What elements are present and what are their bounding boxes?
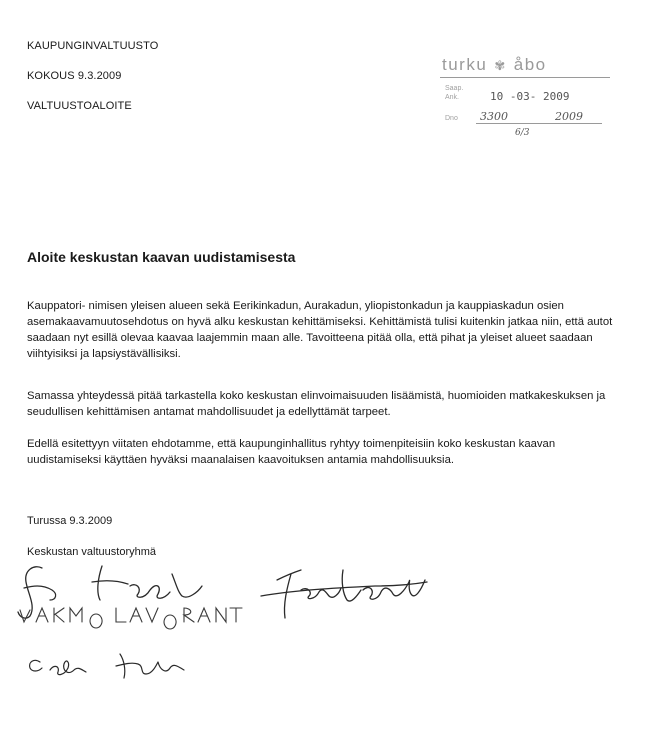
paragraph-3: Edellä esitettyyn viitaten ehdotamme, että kaupunginhallitus ryhtyy toimenpiteisiin koko keskustan kaavan uudistamiseksi käyttäen hyväksi maanalaisen kaavoituksen antamia mahdollisuuksia. <box>27 438 556 466</box>
header-doc-type: VALTUUSTOALOITE <box>27 100 132 112</box>
stamp-divider <box>440 77 610 78</box>
place-date: Turussa 9.3.2009 <box>27 515 113 527</box>
stamp-underline <box>476 123 602 124</box>
stamp-label-ank: Ank. <box>445 94 460 101</box>
stamp-sub-number: 6/3 <box>515 128 530 138</box>
stamp-dno: 3300 <box>480 110 508 123</box>
stamp-logo-right: åbo <box>513 55 547 74</box>
stamp-year: 2009 <box>555 110 583 123</box>
registry-stamp <box>440 55 620 145</box>
document-title: Aloite keskustan kaavan uudistamisesta <box>27 249 296 265</box>
header-council: KAUPUNGINVALTUUSTO <box>27 40 159 52</box>
header-meeting-date: KOKOUS 9.3.2009 <box>27 70 122 82</box>
stamp-date: 10 -03- 2009 <box>490 90 570 103</box>
paragraph-1: Kauppatori- nimisen yleisen alueen sekä Eerikinkadun, Aurakadun, yliopistonkadun ja kauppiaskadun osien asemakaavamuutosehdotus on hyvä alku keskustan kehittämiseksi. Kehittämistä tulisi kuitenkin jatkaa niin, että autot saadaan nyt esillä olevaa kaavaa laajemmin maan alle. Tavoitteena pitää olla, että pihat ja yleiset alueet saadaan viihtyisiksi ja lapsiystävällisiksi. <box>27 300 613 360</box>
stamp-label-dno: Dno <box>445 115 458 122</box>
city-crest-icon: ✾ <box>494 58 507 73</box>
stamp-label-saap: Saap. <box>445 85 464 92</box>
signature-3 <box>20 640 220 685</box>
paragraph-2: Samassa yhteydessä pitää tarkastella koko keskustan elinvoimaisuuden lisäämistä, huomioiden matkakeskuksen ja seudullisen kehittämisen antamat mahdollisuudet ja edellyttämät tarpeet. <box>27 390 606 418</box>
stamp-logo <box>442 55 547 75</box>
council-group: Keskustan valtuustoryhmä <box>27 546 157 558</box>
signature-1 <box>12 560 252 630</box>
signature-2 <box>255 560 440 630</box>
stamp-logo-left: turku <box>442 55 488 74</box>
